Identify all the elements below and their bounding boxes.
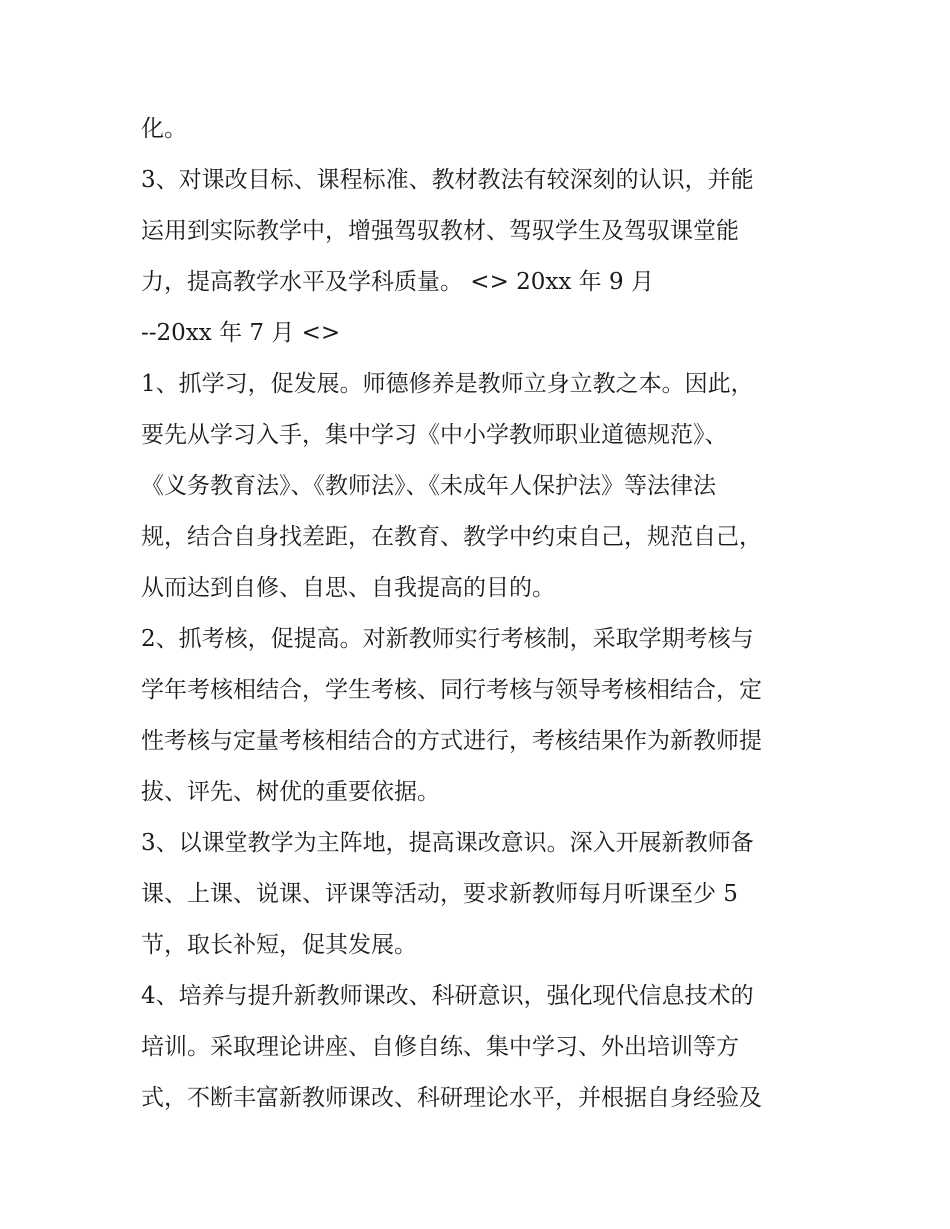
text-line: 性考核与定量考核相结合的方式进行，考核结果作为新教师提 xyxy=(141,728,762,754)
text-line: 化。 xyxy=(141,116,187,142)
text-line: 力，提高教学水平及学科质量。 <> 20xx 年 9 月 xyxy=(141,269,654,295)
text-line: 学年考核相结合，学生考核、同行考核与领导考核相结合，定 xyxy=(141,677,762,703)
text-line: 2、抓考核，促提高。对新教师实行考核制，采取学期考核与 xyxy=(141,626,754,652)
text-line: 从而达到自修、自思、自我提高的目的。 xyxy=(141,575,555,601)
text-line: 4、培养与提升新教师课改、科研意识，强化现代信息技术的 xyxy=(141,983,754,1009)
text-line: 1、抓学习，促发展。师德修养是教师立身立教之本。因此， xyxy=(141,371,754,397)
text-line: 节，取长补短，促其发展。 xyxy=(141,932,417,958)
text-line: 培训。采取理论讲座、自修自练、集中学习、外出培训等方 xyxy=(141,1034,739,1060)
text-line: 式，不断丰富新教师课改、科研理论水平，并根据自身经验及 xyxy=(141,1085,762,1111)
text-line: --20xx 年 7 月 <> xyxy=(141,320,341,346)
text-line: 3、对课改目标、课程标准、教材教法有较深刻的认识，并能 xyxy=(141,167,754,193)
text-line: 课、上课、说课、评课等活动，要求新教师每月听课至少 5 xyxy=(141,881,738,907)
text-line: 要先从学习入手，集中学习《中小学教师职业道德规范》、 xyxy=(141,422,728,448)
text-line: 拔、评先、树优的重要依据。 xyxy=(141,779,440,805)
text-line: 《义务教育法》、《教师法》、《未成年人保护法》等法律法 xyxy=(141,473,716,499)
document-body xyxy=(141,104,821,1124)
text-line: 3、以课堂教学为主阵地，提高课改意识。深入开展新教师备 xyxy=(141,830,754,856)
text-line: 运用到实际教学中，增强驾驭教材、驾驭学生及驾驭课堂能 xyxy=(141,218,739,244)
text-line: 规，结合自身找差距，在教育、教学中约束自己，规范自己， xyxy=(141,524,762,550)
